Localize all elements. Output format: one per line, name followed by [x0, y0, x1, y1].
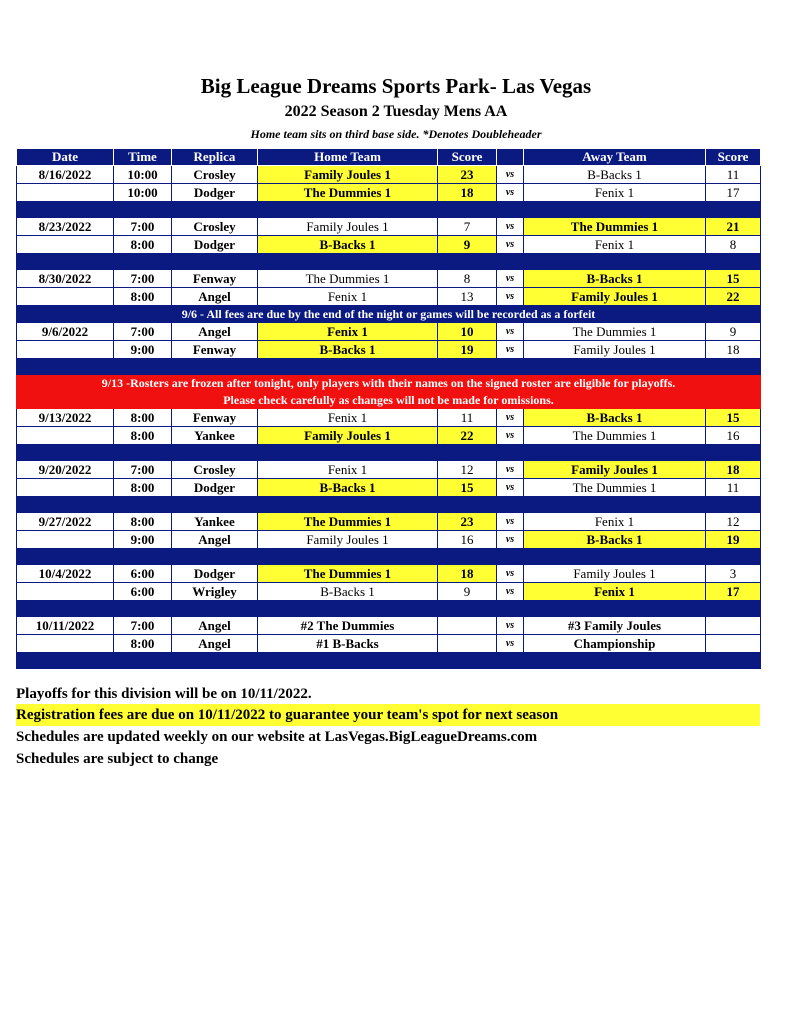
- separator-row: [17, 445, 761, 461]
- separator-cell: [17, 653, 114, 669]
- separator-cell: [524, 254, 706, 270]
- separator-cell: [258, 254, 438, 270]
- home-team: Fenix 1: [258, 323, 438, 341]
- home-score: 12: [438, 461, 497, 479]
- game-time: 7:00: [114, 218, 172, 236]
- game-date: 9/27/2022: [17, 513, 114, 531]
- separator-cell: [172, 549, 258, 565]
- game-date: [17, 583, 114, 601]
- game-row: [17, 341, 761, 359]
- game-row: [17, 184, 761, 202]
- away-team: B-Backs 1: [524, 270, 706, 288]
- field-replica: Wrigley: [172, 583, 258, 601]
- home-score: 23: [438, 513, 497, 531]
- home-score: 13: [438, 288, 497, 306]
- home-score: 8: [438, 270, 497, 288]
- column-header: Time: [114, 149, 172, 166]
- game-row: [17, 323, 761, 341]
- vs-label: vs: [497, 531, 524, 549]
- column-header: Date: [17, 149, 114, 166]
- game-row: [17, 583, 761, 601]
- vs-label: vs: [497, 270, 524, 288]
- separator-cell: [706, 653, 761, 669]
- separator-cell: [172, 359, 258, 375]
- separator-cell: [258, 445, 438, 461]
- table-header-row: [17, 149, 761, 166]
- separator-cell: [524, 202, 706, 218]
- home-team: #1 B-Backs: [258, 635, 438, 653]
- vs-label: vs: [497, 427, 524, 445]
- separator-cell: [17, 549, 114, 565]
- fee-notice-text: 9/6 - All fees are due by the end of the night or games will be recorded as a forfeit: [17, 306, 761, 323]
- vs-label: vs: [497, 513, 524, 531]
- away-score: 9: [706, 323, 761, 341]
- separator-cell: [706, 359, 761, 375]
- home-team: The Dummies 1: [258, 513, 438, 531]
- home-score: 18: [438, 184, 497, 202]
- game-row: [17, 427, 761, 445]
- game-row: [17, 409, 761, 427]
- field-replica: Fenway: [172, 409, 258, 427]
- separator-cell: [172, 254, 258, 270]
- game-row: [17, 617, 761, 635]
- game-date: 8/16/2022: [17, 166, 114, 184]
- separator-cell: [17, 497, 114, 513]
- home-score: 15: [438, 479, 497, 497]
- separator-cell: [524, 601, 706, 617]
- separator-cell: [17, 254, 114, 270]
- field-replica: Dodger: [172, 479, 258, 497]
- home-score: 9: [438, 583, 497, 601]
- game-time: 6:00: [114, 565, 172, 583]
- separator-cell: [497, 497, 524, 513]
- separator-cell: [172, 202, 258, 218]
- separator-cell: [258, 653, 438, 669]
- away-score: 3: [706, 565, 761, 583]
- separator-cell: [114, 497, 172, 513]
- game-time: 8:00: [114, 427, 172, 445]
- away-team: Family Joules 1: [524, 461, 706, 479]
- game-time: 7:00: [114, 461, 172, 479]
- home-score: [438, 635, 497, 653]
- separator-cell: [258, 497, 438, 513]
- field-replica: Fenway: [172, 341, 258, 359]
- away-team: Family Joules 1: [524, 288, 706, 306]
- vs-label: vs: [497, 461, 524, 479]
- separator-cell: [524, 549, 706, 565]
- field-replica: Angel: [172, 617, 258, 635]
- home-score: 18: [438, 565, 497, 583]
- home-team: Fenix 1: [258, 409, 438, 427]
- vs-label: vs: [497, 617, 524, 635]
- game-date: [17, 427, 114, 445]
- game-time: 7:00: [114, 617, 172, 635]
- home-team: Family Joules 1: [258, 166, 438, 184]
- separator-cell: [524, 653, 706, 669]
- separator-cell: [172, 653, 258, 669]
- away-team: The Dummies 1: [524, 427, 706, 445]
- field-replica: Crosley: [172, 166, 258, 184]
- vs-label: vs: [497, 479, 524, 497]
- field-replica: Yankee: [172, 427, 258, 445]
- game-row: [17, 461, 761, 479]
- separator-cell: [114, 653, 172, 669]
- roster-alert-text: Please check carefully as changes will not be made for omissions.: [17, 392, 761, 409]
- home-score: 9: [438, 236, 497, 254]
- game-time: 8:00: [114, 479, 172, 497]
- field-replica: Angel: [172, 635, 258, 653]
- separator-row: [17, 202, 761, 218]
- vs-label: vs: [497, 288, 524, 306]
- home-score: 19: [438, 341, 497, 359]
- schedule-body: [17, 166, 761, 669]
- away-team: Fenix 1: [524, 583, 706, 601]
- home-team: The Dummies 1: [258, 184, 438, 202]
- game-row: [17, 513, 761, 531]
- separator-cell: [114, 202, 172, 218]
- away-score: 11: [706, 479, 761, 497]
- roster-alert-row: [17, 392, 761, 409]
- separator-cell: [438, 445, 497, 461]
- separator-row: [17, 359, 761, 375]
- column-header: Score: [706, 149, 761, 166]
- home-score: 16: [438, 531, 497, 549]
- vs-label: vs: [497, 184, 524, 202]
- separator-cell: [258, 601, 438, 617]
- separator-cell: [438, 497, 497, 513]
- game-row: [17, 288, 761, 306]
- home-score: 10: [438, 323, 497, 341]
- separator-cell: [438, 254, 497, 270]
- separator-cell: [172, 497, 258, 513]
- home-score: 23: [438, 166, 497, 184]
- home-score: 7: [438, 218, 497, 236]
- away-score: 18: [706, 341, 761, 359]
- separator-cell: [497, 202, 524, 218]
- away-score: 11: [706, 166, 761, 184]
- separator-cell: [17, 202, 114, 218]
- away-team: Fenix 1: [524, 236, 706, 254]
- home-team: B-Backs 1: [258, 479, 438, 497]
- game-date: [17, 531, 114, 549]
- game-date: [17, 479, 114, 497]
- vs-label: vs: [497, 341, 524, 359]
- away-score: 17: [706, 184, 761, 202]
- field-replica: Angel: [172, 531, 258, 549]
- separator-cell: [497, 549, 524, 565]
- separator-cell: [706, 497, 761, 513]
- game-time: 9:00: [114, 531, 172, 549]
- playoffs-note: Playoffs for this division will be on 10/11/2022.: [16, 686, 312, 702]
- away-team: The Dummies 1: [524, 479, 706, 497]
- game-time: 7:00: [114, 270, 172, 288]
- separator-cell: [114, 254, 172, 270]
- field-replica: Yankee: [172, 513, 258, 531]
- home-team: The Dummies 1: [258, 565, 438, 583]
- separator-cell: [497, 653, 524, 669]
- game-row: [17, 270, 761, 288]
- separator-cell: [172, 601, 258, 617]
- away-score: 15: [706, 270, 761, 288]
- column-header: Replica: [172, 149, 258, 166]
- separator-cell: [438, 549, 497, 565]
- game-date: 8/30/2022: [17, 270, 114, 288]
- field-replica: Crosley: [172, 461, 258, 479]
- separator-cell: [17, 359, 114, 375]
- game-row: [17, 635, 761, 653]
- game-date: 8/23/2022: [17, 218, 114, 236]
- field-replica: Dodger: [172, 184, 258, 202]
- vs-label: vs: [497, 218, 524, 236]
- game-time: 8:00: [114, 288, 172, 306]
- separator-row: [17, 254, 761, 270]
- game-row: [17, 479, 761, 497]
- home-team: B-Backs 1: [258, 341, 438, 359]
- game-date: 9/6/2022: [17, 323, 114, 341]
- game-row: [17, 218, 761, 236]
- home-team: #2 The Dummies: [258, 617, 438, 635]
- separator-row: [17, 601, 761, 617]
- separator-cell: [17, 445, 114, 461]
- change-note: Schedules are subject to change: [16, 751, 219, 767]
- separator-cell: [706, 549, 761, 565]
- game-time: 9:00: [114, 341, 172, 359]
- home-team-note: Home team sits on third base side. *Denotes Doubleheader: [250, 127, 542, 141]
- game-date: [17, 341, 114, 359]
- field-replica: Fenway: [172, 270, 258, 288]
- away-score: [706, 635, 761, 653]
- separator-cell: [706, 445, 761, 461]
- game-time: 10:00: [114, 184, 172, 202]
- field-replica: Angel: [172, 323, 258, 341]
- away-team: Family Joules 1: [524, 565, 706, 583]
- separator-cell: [258, 359, 438, 375]
- website-note: Schedules are updated weekly on our website at LasVegas.BigLeagueDreams.com: [16, 729, 538, 745]
- field-replica: Crosley: [172, 218, 258, 236]
- home-team: Family Joules 1: [258, 531, 438, 549]
- field-replica: Dodger: [172, 565, 258, 583]
- away-score: 19: [706, 531, 761, 549]
- separator-cell: [114, 549, 172, 565]
- away-team: The Dummies 1: [524, 218, 706, 236]
- separator-cell: [114, 445, 172, 461]
- separator-cell: [524, 359, 706, 375]
- vs-label: vs: [497, 565, 524, 583]
- field-replica: Dodger: [172, 236, 258, 254]
- separator-cell: [497, 445, 524, 461]
- game-date: [17, 184, 114, 202]
- home-score: 11: [438, 409, 497, 427]
- away-team: B-Backs 1: [524, 531, 706, 549]
- separator-cell: [438, 653, 497, 669]
- game-date: 9/20/2022: [17, 461, 114, 479]
- game-date: 10/11/2022: [17, 617, 114, 635]
- game-time: 8:00: [114, 409, 172, 427]
- away-team: Family Joules 1: [524, 341, 706, 359]
- vs-label: vs: [497, 236, 524, 254]
- away-score: 8: [706, 236, 761, 254]
- game-date: [17, 288, 114, 306]
- separator-cell: [706, 601, 761, 617]
- separator-cell: [438, 359, 497, 375]
- game-time: 6:00: [114, 583, 172, 601]
- separator-cell: [706, 254, 761, 270]
- game-row: [17, 166, 761, 184]
- vs-label: vs: [497, 323, 524, 341]
- away-team: Fenix 1: [524, 184, 706, 202]
- roster-alert-row: [17, 375, 761, 392]
- separator-cell: [497, 254, 524, 270]
- away-team: Fenix 1: [524, 513, 706, 531]
- column-header: Score: [438, 149, 497, 166]
- away-team: #3 Family Joules: [524, 617, 706, 635]
- separator-row: [17, 497, 761, 513]
- game-time: 10:00: [114, 166, 172, 184]
- game-row: [17, 531, 761, 549]
- game-date: 10/4/2022: [17, 565, 114, 583]
- separator-cell: [438, 601, 497, 617]
- game-time: 8:00: [114, 236, 172, 254]
- column-header: Away Team: [524, 149, 706, 166]
- separator-cell: [114, 601, 172, 617]
- page-title: Big League Dreams Sports Park- Las Vegas: [200, 74, 592, 98]
- away-team: B-Backs 1: [524, 409, 706, 427]
- away-score: [706, 617, 761, 635]
- away-score: 18: [706, 461, 761, 479]
- home-team: B-Backs 1: [258, 583, 438, 601]
- separator-cell: [524, 497, 706, 513]
- vs-label: vs: [497, 583, 524, 601]
- separator-cell: [258, 202, 438, 218]
- home-team: Fenix 1: [258, 461, 438, 479]
- registration-note: Registration fees are due on 10/11/2022 to guarantee your team's spot for next season: [16, 704, 760, 726]
- game-date: [17, 236, 114, 254]
- separator-cell: [438, 202, 497, 218]
- schedule-table: [16, 148, 761, 669]
- page-subtitle: 2022 Season 2 Tuesday Mens AA: [284, 103, 508, 120]
- separator-row: [17, 549, 761, 565]
- separator-cell: [172, 445, 258, 461]
- separator-cell: [114, 359, 172, 375]
- away-score: 17: [706, 583, 761, 601]
- home-team: The Dummies 1: [258, 270, 438, 288]
- separator-cell: [497, 359, 524, 375]
- home-team: Fenix 1: [258, 288, 438, 306]
- separator-cell: [524, 445, 706, 461]
- separator-row: [17, 653, 761, 669]
- vs-label: vs: [497, 166, 524, 184]
- game-date: [17, 635, 114, 653]
- separator-cell: [497, 601, 524, 617]
- game-date: 9/13/2022: [17, 409, 114, 427]
- away-score: 12: [706, 513, 761, 531]
- game-row: [17, 236, 761, 254]
- game-time: 8:00: [114, 635, 172, 653]
- vs-label: vs: [497, 409, 524, 427]
- away-score: 16: [706, 427, 761, 445]
- away-team: B-Backs 1: [524, 166, 706, 184]
- game-time: 7:00: [114, 323, 172, 341]
- away-score: 22: [706, 288, 761, 306]
- column-header: Home Team: [258, 149, 438, 166]
- game-time: 8:00: [114, 513, 172, 531]
- away-score: 15: [706, 409, 761, 427]
- away-team: The Dummies 1: [524, 323, 706, 341]
- separator-cell: [258, 549, 438, 565]
- game-row: [17, 565, 761, 583]
- fee-notice-row: [17, 306, 761, 323]
- column-header: [497, 149, 524, 166]
- separator-cell: [706, 202, 761, 218]
- home-team: B-Backs 1: [258, 236, 438, 254]
- vs-label: vs: [497, 635, 524, 653]
- field-replica: Angel: [172, 288, 258, 306]
- home-score: 22: [438, 427, 497, 445]
- roster-alert-text: 9/13 -Rosters are frozen after tonight, only players with their names on the signed roster are eligible for playoffs.: [17, 375, 761, 392]
- away-score: 21: [706, 218, 761, 236]
- home-team: Family Joules 1: [258, 218, 438, 236]
- home-team: Family Joules 1: [258, 427, 438, 445]
- separator-cell: [17, 601, 114, 617]
- away-team: Championship: [524, 635, 706, 653]
- home-score: [438, 617, 497, 635]
